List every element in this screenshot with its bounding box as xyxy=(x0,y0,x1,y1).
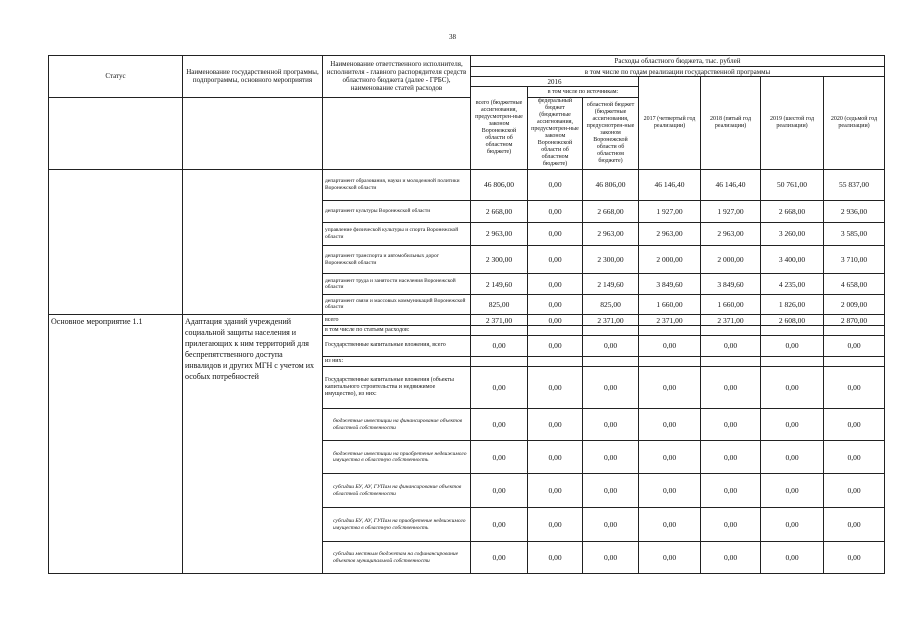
cell: 0,00 xyxy=(761,474,824,508)
cell: 0,00 xyxy=(528,409,583,440)
cell: 2 000,00 xyxy=(639,245,701,273)
header-by-sources: в том числе по источникам: xyxy=(528,87,639,97)
header-row-1 xyxy=(49,56,885,67)
cell: 3 710,00 xyxy=(824,245,885,273)
cell: 0,00 xyxy=(824,336,885,356)
cell: 0,00 xyxy=(583,474,639,508)
cell: 0,00 xyxy=(528,201,583,222)
cell: 2 963,00 xyxy=(701,222,761,245)
cell: 0,00 xyxy=(471,507,528,542)
cell: 2 371,00 xyxy=(583,314,639,325)
cell: 2 963,00 xyxy=(471,222,528,245)
cell: 0,00 xyxy=(701,440,761,474)
cell: 55 837,00 xyxy=(824,169,885,200)
cell: 0,00 xyxy=(471,366,528,409)
cell: 0,00 xyxy=(471,542,528,574)
cell: 2 870,00 xyxy=(824,314,885,325)
cell: 2 149,60 xyxy=(471,274,528,294)
cell: 0,00 xyxy=(701,336,761,356)
cell: 0,00 xyxy=(528,542,583,574)
cell: 0,00 xyxy=(471,440,528,474)
by-items-label: в том числе по статьям расходов: xyxy=(323,326,471,336)
cell: 0,00 xyxy=(639,440,701,474)
cell: 2 009,00 xyxy=(824,294,885,314)
header-status: Статус xyxy=(49,56,183,98)
cell: 2 608,00 xyxy=(761,314,824,325)
cell: 0,00 xyxy=(761,409,824,440)
cell: 3 849,60 xyxy=(701,274,761,294)
sub-item-label: субсидии БУ, АУ, ГУПам на приобретение недвижимого имущества в областную собственность xyxy=(323,507,471,542)
cell: 0,00 xyxy=(528,294,583,314)
cell: 2 371,00 xyxy=(471,314,528,325)
cell: 0,00 xyxy=(583,336,639,356)
cell: 2 963,00 xyxy=(583,222,639,245)
capital-objects-label: Государственные капитальные вложения (объекты капитального строительства и недвижимое имущество), из них: xyxy=(323,366,471,409)
cell: 0,00 xyxy=(824,542,885,574)
cell: 0,00 xyxy=(824,409,885,440)
cell: 0,00 xyxy=(528,274,583,294)
cell: 0,00 xyxy=(639,336,701,356)
cell: 0,00 xyxy=(824,474,885,508)
cell: 46 146,40 xyxy=(639,169,701,200)
cell: 825,00 xyxy=(583,294,639,314)
cell: 0,00 xyxy=(639,409,701,440)
cell: 825,00 xyxy=(471,294,528,314)
dept-name: департамент транспорта и автомобильных дорог Воронежской области xyxy=(323,245,471,273)
cell: 0,00 xyxy=(528,169,583,200)
cell: 0,00 xyxy=(583,366,639,409)
cell: 0,00 xyxy=(639,474,701,508)
cell: 0,00 xyxy=(528,245,583,273)
cell: 0,00 xyxy=(761,366,824,409)
cell: 0,00 xyxy=(583,409,639,440)
header-year-2016: 2016 xyxy=(471,77,639,87)
cell: 2 371,00 xyxy=(701,314,761,325)
cell: 0,00 xyxy=(639,542,701,574)
dept-name: управление физической культуры и спорта Воронежской области xyxy=(323,222,471,245)
cell: 0,00 xyxy=(528,507,583,542)
dept-name: департамент связи и массовых коммуникаций Воронежской области xyxy=(323,294,471,314)
cell: 0,00 xyxy=(528,440,583,474)
cell: 0,00 xyxy=(528,366,583,409)
cell: 4 658,00 xyxy=(824,274,885,294)
cell: 1 927,00 xyxy=(639,201,701,222)
cell: 0,00 xyxy=(471,474,528,508)
cell: 2 149,60 xyxy=(583,274,639,294)
cell: 0,00 xyxy=(701,366,761,409)
cell: 46 146,40 xyxy=(701,169,761,200)
cell: 2 300,00 xyxy=(583,245,639,273)
total-label: всего xyxy=(323,314,471,325)
cell: 2 668,00 xyxy=(471,201,528,222)
header-by-years: в том числе по годам реализации государственной программы xyxy=(471,67,885,77)
header-budget-title: Расходы областного бюджета, тыс. рублей xyxy=(471,56,885,67)
cell: 2 371,00 xyxy=(639,314,701,325)
header-2017: 2017 (четвертый год реализации) xyxy=(639,77,701,169)
cell: 1 660,00 xyxy=(701,294,761,314)
header-2018: 2018 (пятый год реализации) xyxy=(701,77,761,169)
sub-item-label: бюджетные инвестиции на приобретение недвижимого имущества в областную собственность xyxy=(323,440,471,474)
dept-name: департамент культуры Воронежской области xyxy=(323,201,471,222)
cell: 1 927,00 xyxy=(701,201,761,222)
cell: 0,00 xyxy=(471,409,528,440)
cell: 0,00 xyxy=(583,507,639,542)
table-row xyxy=(49,314,885,325)
cell: 0,00 xyxy=(761,440,824,474)
cell: 0,00 xyxy=(583,542,639,574)
cell: 3 849,60 xyxy=(639,274,701,294)
cell: 4 235,00 xyxy=(761,274,824,294)
cell: 0,00 xyxy=(761,336,824,356)
cell: 0,00 xyxy=(471,336,528,356)
header-federal: федеральный бюджет (бюджетные ассигнования, предусмотрен-ные законом Воронежской области об областном бюджете) xyxy=(528,97,583,169)
measure-status: Основное мероприятие 1.1 xyxy=(49,314,183,573)
cell: 2 668,00 xyxy=(583,201,639,222)
of-them-label: из них: xyxy=(323,356,471,366)
cell: 0,00 xyxy=(824,440,885,474)
dept-name: департамент труда и занятости населения Воронежской области xyxy=(323,274,471,294)
cell: 3 585,00 xyxy=(824,222,885,245)
cell: 50 761,00 xyxy=(761,169,824,200)
sub-item-label: субсидии местным бюджетам на софинансирование объектов муниципальной собственности xyxy=(323,542,471,574)
cell: 46 806,00 xyxy=(583,169,639,200)
table-row xyxy=(49,169,885,200)
cell: 2 300,00 xyxy=(471,245,528,273)
cell: 0,00 xyxy=(824,507,885,542)
header-regional: областной бюджет (бюджетные ассигнования, предусмотрен-ные законом Воронежской области об областном бюджете) xyxy=(583,97,639,169)
cell: 2 000,00 xyxy=(701,245,761,273)
dept-name: департамент образования, науки и молодежной политики Воронежской области xyxy=(323,169,471,200)
header-total: всего (бюджетные ассигнования, предусмотрен-ные законом Воронежской области об областном бюджете) xyxy=(471,87,528,169)
header-program-name: Наименование государственной программы, подпрограммы, основного мероприятия xyxy=(183,56,323,98)
cell: 0,00 xyxy=(761,507,824,542)
cell: 0,00 xyxy=(701,507,761,542)
sub-item-label: субсидии БУ, АУ, ГУПам на финансирование объектов областной собственности xyxy=(323,474,471,508)
cell: 0,00 xyxy=(761,542,824,574)
cell: 0,00 xyxy=(528,222,583,245)
header-executor: Наименование ответственного исполнителя, исполнителя - главного распорядителя средств областного бюджета (далее - ГРБС), наименование статей расходов xyxy=(323,56,471,98)
cell: 3 400,00 xyxy=(761,245,824,273)
sub-item-label: бюджетные инвестиции на финансирование объектов областной собственности xyxy=(323,409,471,440)
measure-name: Адаптация зданий учреждений социальной защиты населения и прилегающих к ним территорий для беспрепятственного доступа инвалидов и других МГН с учетом их особых потребностей xyxy=(183,314,323,573)
cell: 0,00 xyxy=(824,366,885,409)
cell: 0,00 xyxy=(639,366,701,409)
cell: 0,00 xyxy=(528,474,583,508)
cell: 0,00 xyxy=(583,440,639,474)
cell: 0,00 xyxy=(639,507,701,542)
cell: 0,00 xyxy=(701,542,761,574)
cell: 46 806,00 xyxy=(471,169,528,200)
cell: 1 826,00 xyxy=(761,294,824,314)
cell: 2 668,00 xyxy=(761,201,824,222)
cell: 2 936,00 xyxy=(824,201,885,222)
header-2020: 2020 (седьмой год реализации) xyxy=(824,77,885,169)
cell: 2 963,00 xyxy=(639,222,701,245)
cell: 0,00 xyxy=(528,336,583,356)
cell: 0,00 xyxy=(701,474,761,508)
cell: 3 260,00 xyxy=(761,222,824,245)
header-2019: 2019 (шестой год реализации) xyxy=(761,77,824,169)
cell: 1 660,00 xyxy=(639,294,701,314)
budget-table xyxy=(48,55,885,574)
cell: 0,00 xyxy=(701,409,761,440)
capital-label: Государственные капитальные вложения, всего xyxy=(323,336,471,356)
page-number: 38 xyxy=(449,33,456,41)
cell: 0,00 xyxy=(528,314,583,325)
